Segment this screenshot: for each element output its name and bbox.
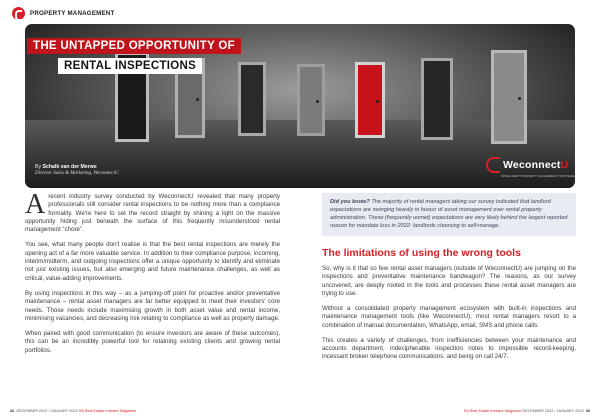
body-paragraph: You see, what many people don't realise is that the best rental inspections are merely the opening act of a far more valuable service. In addition to their compliance purpose, incoming, interim/midterm, and outgoing inspections offer a unique opportunity to identify and eliminate not just existing issues, but also emerging and future maintenance challenges, as well as critical, value-adding improvements.: [25, 241, 280, 282]
article-left-column: [25, 189, 280, 361]
brand-tagline: INTELLIGENT PROPERTY MANAGEMENT SOFTWARE: [501, 175, 576, 178]
body-paragraph: So, why is it that so few rental asset managers (outside of WeconnectU) are jumping on the inspections and preventative maintenance bandwagon? The reasons, as our survey uncovered, are deeply rooted in the tools and processes these rental asset managers are trying to use.: [322, 265, 576, 298]
body-paragraph: By using inspections in this way – as a jumping-off point for proactive and/or preventative maintenance – rental asset managers are far better equipped to meet their investors' core needs. Those needs include maximising growth in both asset value and rental income, minimising vacancies, and decreasing risk relating to compliance as well as property damage.: [25, 289, 280, 322]
publication-name: SA Real Estate Investor Magazine: [463, 409, 522, 413]
brand-logo: [486, 157, 568, 173]
did-you-know-callout: [322, 193, 576, 236]
red-door-icon: [355, 62, 385, 138]
publication-name: SA Real Estate Investor Magazine: [78, 409, 137, 413]
page-number: 33: [585, 409, 590, 413]
section-title: PROPERTY MANAGEMENT: [30, 9, 115, 17]
magazine-logo-icon: [12, 7, 25, 20]
page-number: 32: [10, 409, 15, 413]
door-icon: [491, 50, 527, 144]
door-icon: [297, 64, 325, 136]
body-paragraph: Without a consolidated property management ecosystem with built-in inspections and maintenance management tools (like WeconnectU), most rental managers resort to a combination of manual documentation, WhatsApp, email, SMS and phone calls.: [322, 305, 576, 329]
door-icon: [421, 58, 453, 140]
body-paragraph: When paired with good communication (to ensure investors are aware of these outcomes), this can be an incredibly powerful tool for retaining existing clients and growing rental portfolios.: [25, 329, 280, 354]
section-subhead: The limitations of using the wrong tools: [322, 247, 521, 259]
section-header: [12, 6, 114, 20]
article-right-column: [322, 193, 576, 368]
callout-label: Did you know?: [330, 199, 370, 205]
byline: [35, 164, 97, 170]
callout-text: The majority of rental managers taking our survey indicated that landlord expectations are swinging heavily in favour of asset management over rental property administration. These (frequently unmet) expectations are very likely behind the largest reported reason for mandate loss in 2022: landlords choosing to self-manage.: [330, 199, 568, 229]
body-paragraph: This creates a variety of challenges, from inefficiencies between your maintenance and accounts department, indecipherable inspection notes to impossible record-keeping, incessant broken telephone communications, and being on call 24/7.: [322, 336, 576, 361]
issue-date: DECEMBER 2022 / JANUARY 2023: [522, 409, 584, 413]
author-name: Schalk van der Merwe: [42, 164, 97, 170]
weconnectu-logo-icon: [486, 157, 500, 173]
lead-paragraph: Arecent industry survey conducted by WeconnectU revealed that many property professionals still consider rental inspections to be nothing more than a compliance formality. We're here to set the record straight by shining a light on the massive opportunity hiding just beneath the surface of this frequently misunderstood rental management “chore”.: [25, 189, 280, 234]
issue-date: DECEMBER 2022 / JANUARY 2023: [16, 409, 78, 413]
byline-prefix: By: [35, 164, 43, 170]
headline-line-1: THE UNTAPPED OPPORTUNITY OF: [27, 38, 241, 54]
headline-line-2: RENTAL INSPECTIONS: [58, 58, 202, 74]
author-role: Director Sales & Marketing, WeconnectU: [35, 171, 119, 176]
door-icon: [238, 62, 266, 136]
footer-left: [10, 409, 136, 413]
footer-right: [464, 409, 590, 413]
brand-name: WeconnectU: [503, 159, 569, 171]
dropcap: A: [25, 189, 46, 220]
